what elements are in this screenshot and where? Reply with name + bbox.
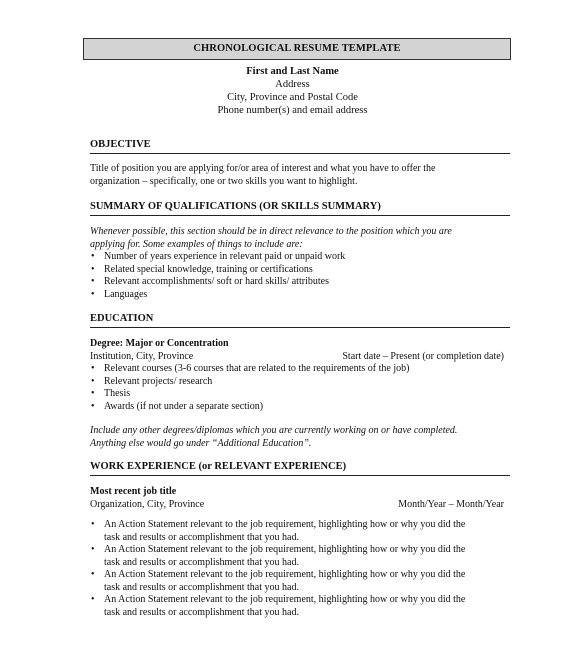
document-title: CHRONOLOGICAL RESUME TEMPLATE — [83, 38, 511, 60]
education-dates: Start date – Present (or completion date) — [342, 350, 504, 362]
education-section — [90, 338, 510, 450]
bullet-line: task and results or accomplishment that you had. — [104, 606, 299, 618]
summary-heading: SUMMARY OF QUALIFICATIONS (OR SKILLS SUMMARY) — [90, 200, 510, 216]
work-list — [90, 519, 510, 619]
list-item — [90, 569, 510, 594]
list-item: • Awards (if not under a separate section) — [90, 401, 510, 414]
list-item: • Relevant projects/ research — [90, 376, 510, 389]
summary-intro: Whenever possible, this section should be in direct relevance to the position which you are — [90, 226, 452, 237]
work-section — [90, 486, 510, 619]
bullet-line: task and results or accomplishment that you had. — [104, 581, 299, 593]
list-item — [90, 594, 510, 619]
list-item: • Related special knowledge, training or certifications — [90, 264, 510, 277]
candidate-name: First and Last Name — [246, 66, 339, 77]
institution-text: Institution, City, Province — [90, 350, 194, 362]
list-item: • Relevant accomplishments/ soft or hard skills/ attributes — [90, 276, 510, 289]
summary-section — [90, 226, 510, 301]
bullet-line: task and results or accomplishment that you had. — [104, 531, 299, 543]
objective-text — [90, 163, 510, 188]
bullet-line: • An Action Statement relevant to the job requirement, highlighting how or why you did the — [104, 519, 466, 530]
bullet-line: • An Action Statement relevant to the job requirement, highlighting how or why you did the — [104, 569, 466, 580]
summary-intro: applying for. Some examples of things to include are: — [90, 238, 303, 250]
objective-line: organization – specifically, one or two skills you want to highlight. — [90, 175, 358, 187]
list-item: • Number of years experience in relevant paid or unpaid work — [90, 251, 510, 264]
summary-list — [90, 251, 510, 301]
list-item: • Languages — [90, 289, 510, 302]
bullet-line: • An Action Statement relevant to the job requirement, highlighting how or why you did the — [104, 594, 466, 605]
education-note: Include any other degrees/diplomas which you are currently working on or have completed. — [90, 425, 458, 436]
organization-row — [90, 499, 510, 512]
bullet-line: • An Action Statement relevant to the job requirement, highlighting how or why you did the — [104, 544, 466, 555]
institution-row — [90, 351, 510, 364]
job-title: Most recent job title — [90, 486, 177, 497]
city-line: City, Province and Postal Code — [227, 92, 358, 103]
education-heading: EDUCATION — [90, 312, 510, 328]
work-dates: Month/Year – Month/Year — [398, 498, 504, 510]
contact-line: Phone number(s) and email address — [217, 105, 368, 116]
degree-line: Degree: Major or Concentration — [90, 338, 229, 349]
education-note: Anything else would go under “Additional Education”. — [90, 437, 312, 449]
list-item: • Thesis — [90, 388, 510, 401]
education-list — [90, 363, 510, 413]
list-item — [90, 519, 510, 544]
list-item: • Relevant courses (3-6 courses that are related to the requirements of the job) — [90, 363, 510, 376]
organization-text: Organization, City, Province — [90, 498, 205, 510]
objective-heading: OBJECTIVE — [90, 138, 510, 154]
bullet-line: task and results or accomplishment that you had. — [104, 556, 299, 568]
work-heading: WORK EXPERIENCE (or RELEVANT EXPERIENCE) — [90, 460, 510, 476]
objective-line: Title of position you are applying for/or area of interest and what you have to offer the — [90, 163, 436, 174]
address-line: Address — [275, 79, 310, 90]
list-item — [90, 544, 510, 569]
contact-header — [0, 65, 585, 117]
